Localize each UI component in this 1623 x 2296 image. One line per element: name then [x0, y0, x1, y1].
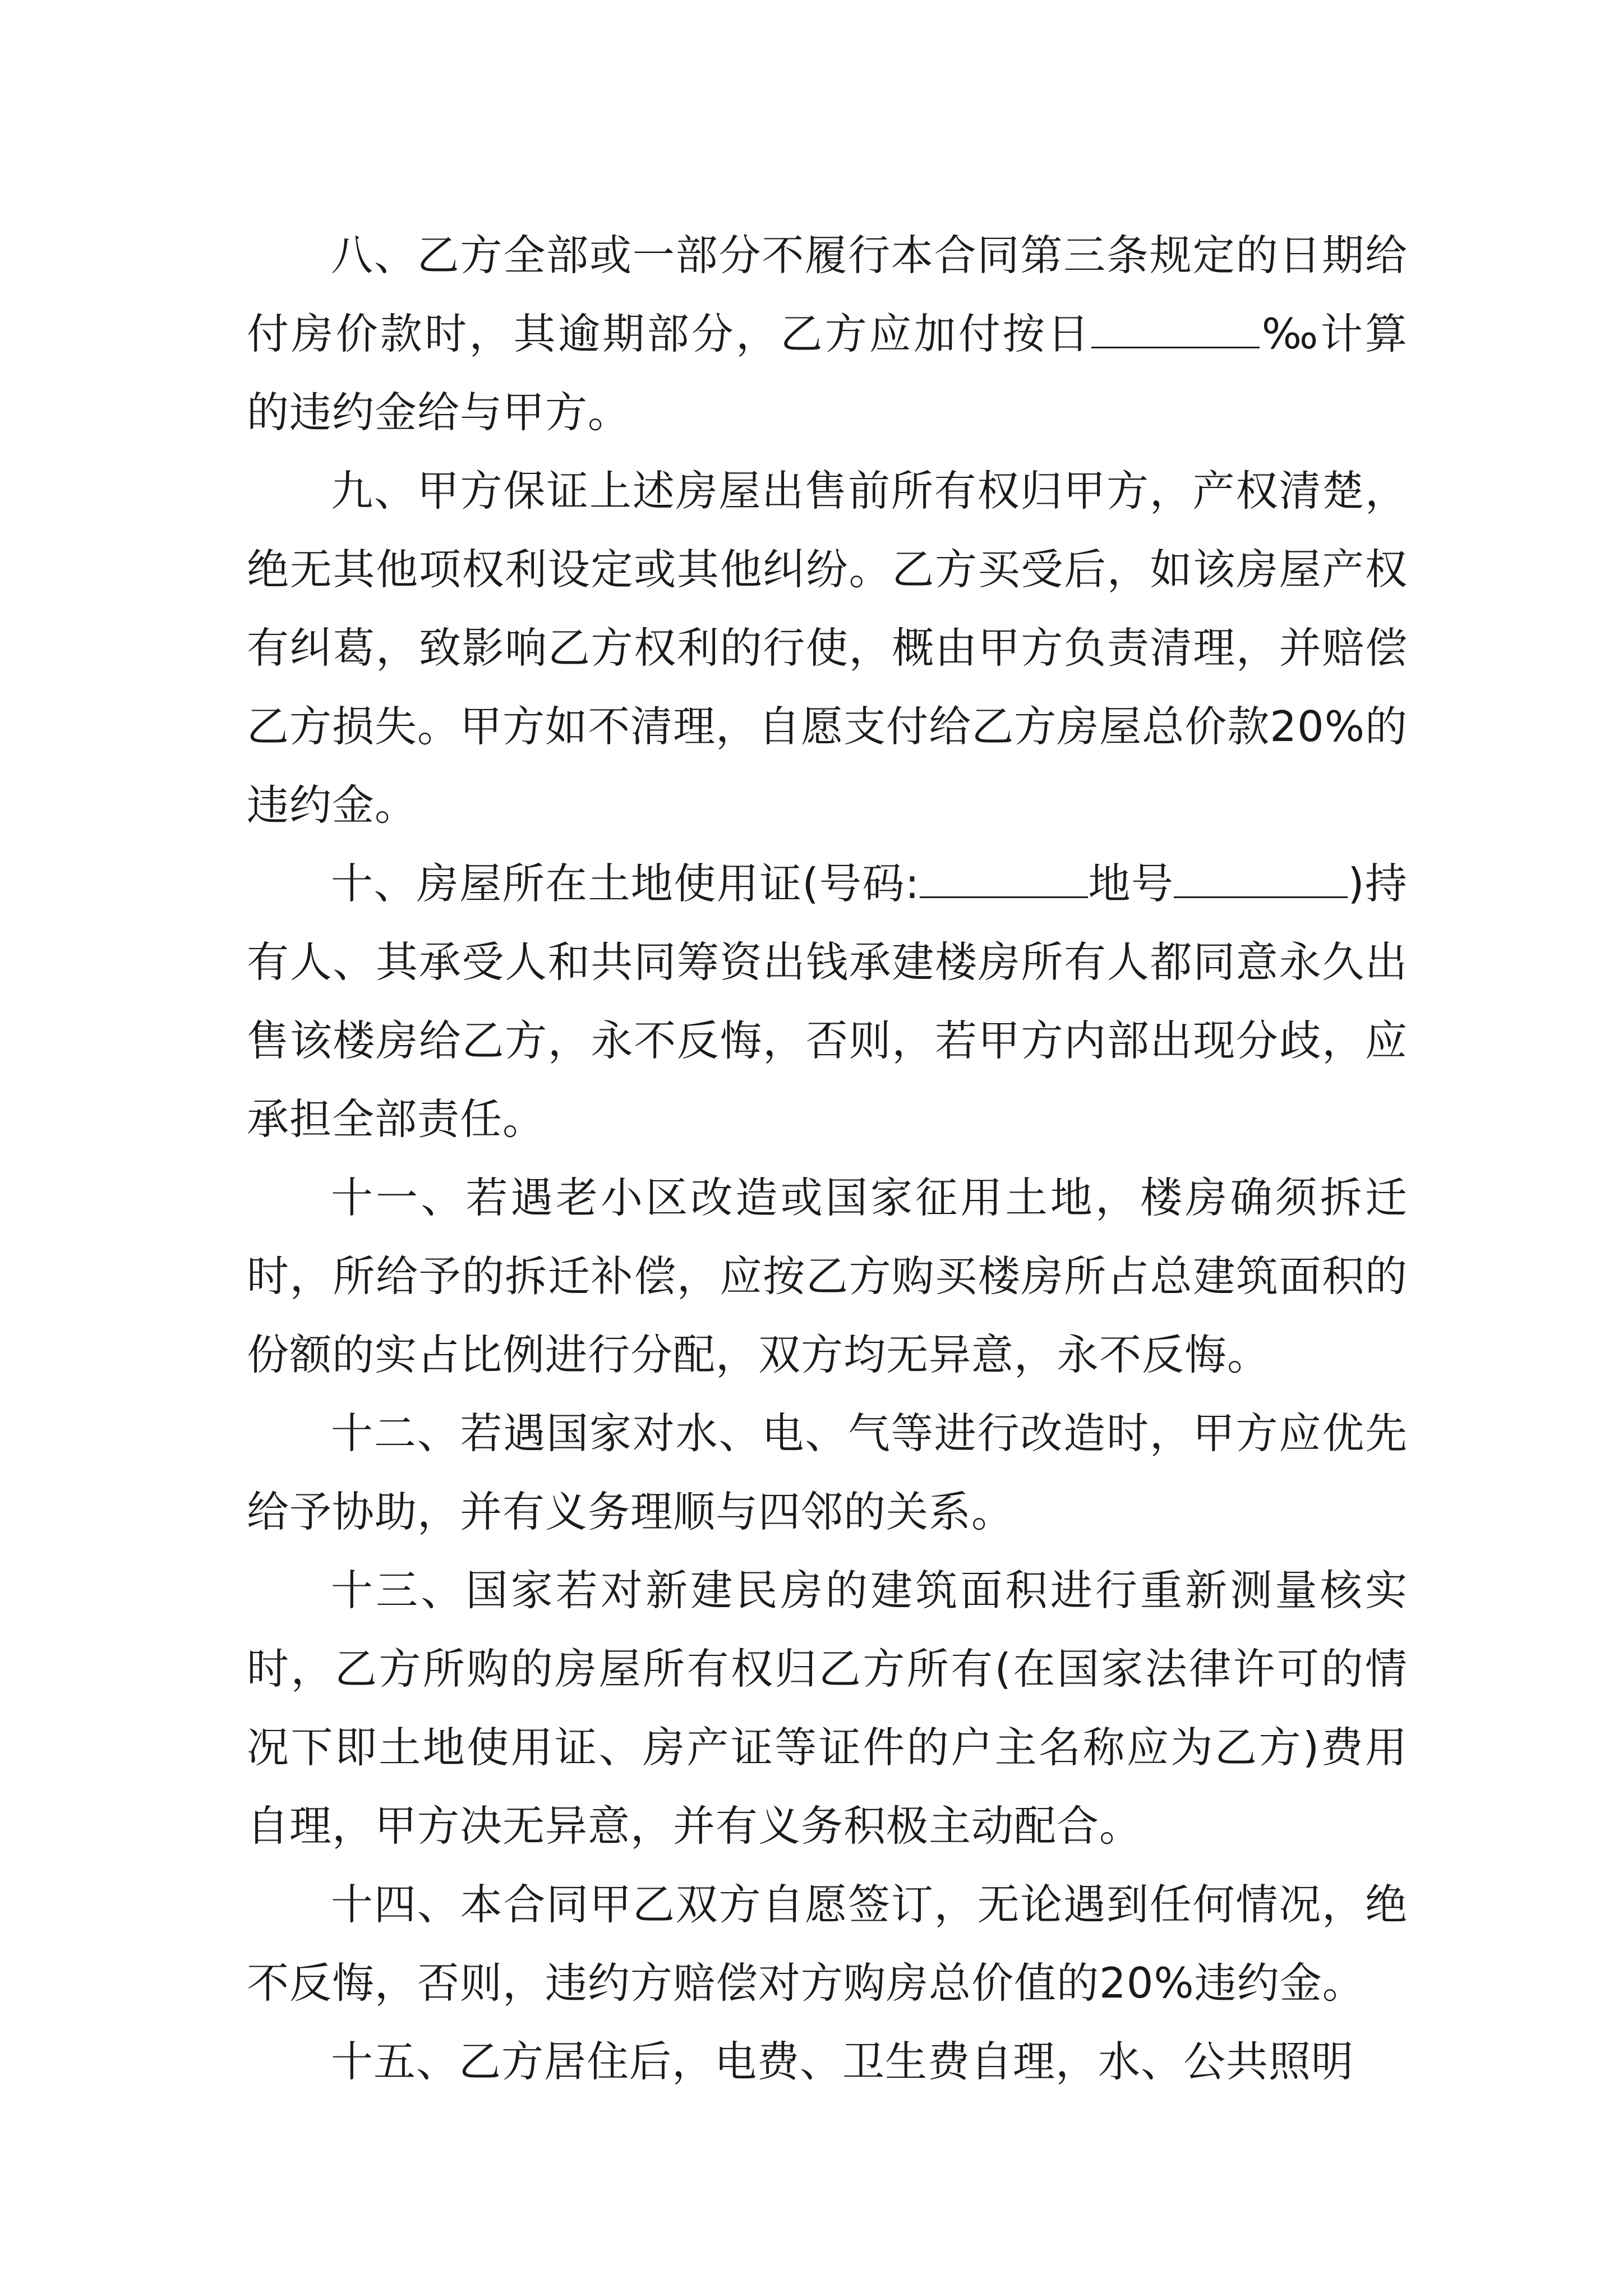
clause-8: [247, 216, 1408, 452]
clause-10: [247, 844, 1408, 1158]
clause-13: 十三、国家若对新建民房的建筑面积进行重新测量核实时，乙方所购的房屋所有权归乙方所有(在国家法律许可的情况下即土地使用证、房产证等证件的户主名称应为乙方)费用自理，甲方决无异意，并有义务积极主动配合。: [247, 1566, 1408, 1851]
contract-body: [247, 216, 1408, 2101]
clause-8-text-before: 八、乙方全部或一部分不履行本合同第三条规定的日期给付房价款时，其逾期部分，乙方应加付按日: [247, 231, 1408, 358]
clause-14: 十四、本合同甲乙双方自愿签订，无论遇到任何情况，绝不反悔，否则，违约方赔偿对方购房总价值的20%违约金。: [247, 1880, 1408, 2008]
certificate-number-blank: [920, 857, 1088, 898]
clause-10-text-before: 十、房屋所在土地使用证(号码:: [331, 859, 920, 908]
clause-12: 十二、若遇国家对水、电、气等进行改造时，甲方应优先给予协助，并有义务理顺与四邻的关系。: [247, 1409, 1408, 1536]
clause-10-text-after: )持有人、其承受人和共同筹资出钱承建楼房所有人都同意永久出售该楼房给乙方，永不反悔，否则，若甲方内部出现分歧，应承担全部责任。: [247, 859, 1408, 1144]
clause-8-text-after: ‰计算的违约金给与甲方。: [247, 309, 1408, 437]
clause-9: 九、甲方保证上述房屋出售前所有权归甲方，产权清楚，绝无其他项权利设定或其他纠纷。乙方买受后，如该房屋产权有纠葛，致影响乙方权利的行使，概由甲方负责清理，并赔偿乙方损失。甲方如不清理，自愿支付给乙方房屋总价款20%的违约金。: [247, 466, 1408, 830]
lot-number-blank: [1174, 857, 1348, 898]
clause-10-text-middle: 地号: [1088, 859, 1174, 908]
daily-rate-blank: [1091, 307, 1260, 348]
clause-11: 十一、若遇老小区改造或国家征用土地，楼房确须拆迁时，所给予的拆迁补偿，应按乙方购买楼房所占总建筑面积的份额的实占比例进行分配，双方均无异意，永不反悔。: [247, 1173, 1408, 1379]
clause-15: 十五、乙方居住后，电费、卫生费自理，水、公共照明: [331, 2037, 1354, 2086]
